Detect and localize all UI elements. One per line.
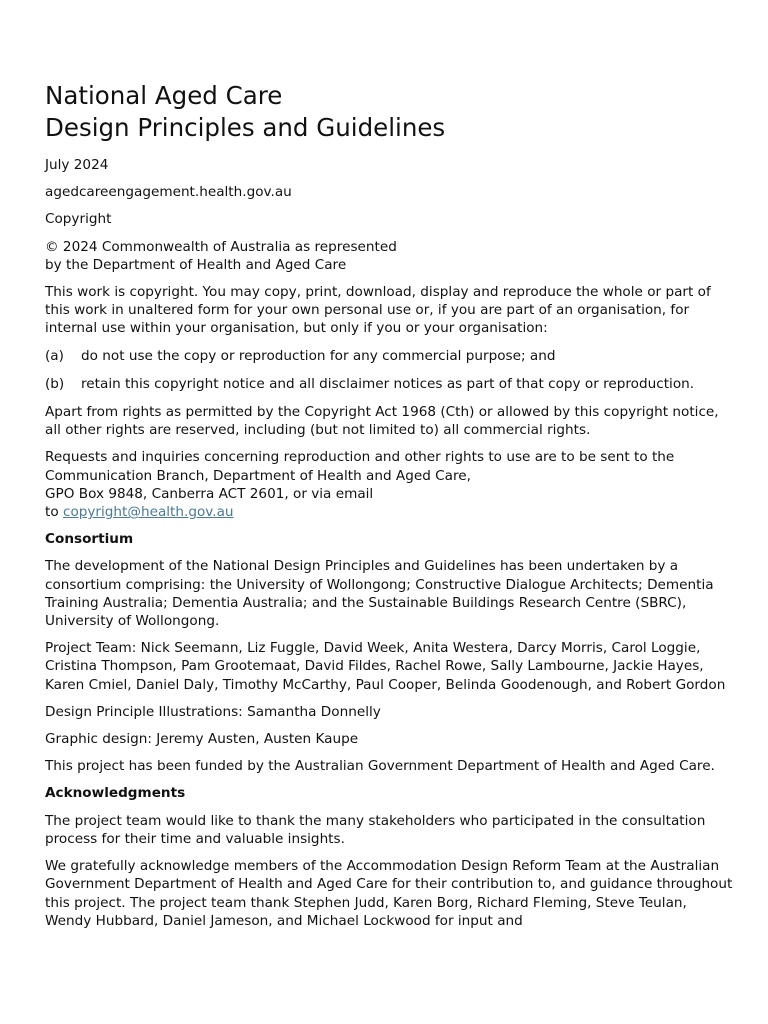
title-line-1: National Aged Care: [45, 81, 283, 110]
graphic-design-credit: Graphic design: Jeremy Austen, Austen Kaupe: [45, 731, 359, 748]
rights-reserved: Apart from rights as permitted by the Copyright Act 1968 (Cth) or allowed by this copyright notice, all other rights are reserved, including (but not limited to) all commercial rights.: [45, 404, 719, 439]
requests-paragraph: [45, 448, 735, 521]
condition-item: [45, 347, 735, 365]
title-line-2: Design Principles and Guidelines: [45, 113, 446, 142]
acknowledgments-heading: Acknowledgments: [45, 785, 186, 802]
condition-text: do not use the copy or reproduction for any commercial purpose; and: [81, 347, 556, 364]
publication-date: July 2024: [45, 157, 109, 173]
acknowledgments-para-2: We gratefully acknowledge members of the Accommodation Design Reform Team at the Australian Government Department of Health and Aged Care for their contribution to, and guidance throughout this project. The project team thank Stephen Judd, Karen Borg, Richard Fleming, Steve Teulan, Wendy Hubbard, Daniel Jameson, and Michael Lockwood for input and: [45, 858, 733, 929]
copyright-holder-line-2: by the Department of Health and Aged Care: [45, 256, 347, 273]
requests-to-prefix: to: [45, 504, 63, 521]
requests-line-4: [45, 503, 735, 521]
condition-item: [45, 375, 735, 393]
consortium-body: The development of the National Design Principles and Guidelines has been undertaken by a consortium comprising: the University of Wollongong; Constructive Dialogue Architects; Dementia Training Australia; Dementia Australia; and the Sustainable Buildings Research Centre (SBRC), University of Wollongong.: [45, 558, 714, 630]
copyright-body: This work is copyright. You may copy, print, download, display and reproduce the whole or part of this work in unaltered form for your own personal use or, if you are part of an organisation, for internal use within your organisation, but only if you or your organisation:: [45, 284, 711, 337]
requests-line-2: Communication Branch, Department of Health and Aged Care,: [45, 467, 471, 484]
condition-marker: (b): [45, 375, 65, 392]
document-title: [45, 80, 445, 144]
consortium-heading: Consortium: [45, 531, 134, 548]
website-text: agedcareengagement.health.gov.au: [45, 184, 292, 201]
condition-marker: (a): [45, 347, 64, 364]
acknowledgments-para-1: The project team would like to thank the many stakeholders who participated in the consultation process for their time and valuable insights.: [45, 812, 706, 847]
copyright-email-link[interactable]: copyright@health.gov.au: [62, 504, 234, 521]
requests-line-3: GPO Box 9848, Canberra ACT 2601, or via email: [45, 485, 374, 502]
project-team: Project Team: Nick Seemann, Liz Fuggle, David Week, Anita Westera, Darcy Morris, Carol Loggie, Cristina Thompson, Pam Grootemaat, David Fildes, Rachel Rowe, Sally Lambourne, Jackie Hayes, Karen Cmiel, Daniel Daly, Timothy McCarthy, Paul Cooper, Belinda Goodenough, and Robert Gordon: [45, 640, 726, 693]
copyright-label: Copyright: [45, 211, 112, 228]
copyright-holder: [45, 238, 735, 274]
condition-text: retain this copyright notice and all disclaimer notices as part of that copy or reproduction.: [81, 375, 695, 392]
funding-statement: This project has been funded by the Australian Government Department of Health and Aged Care.: [45, 758, 715, 775]
copyright-holder-line-1: © 2024 Commonwealth of Australia as represented: [45, 238, 397, 255]
document-body: [45, 156, 735, 939]
requests-line-1: Requests and inquiries concerning reproduction and other rights to use are to be sent to the: [45, 449, 675, 466]
illustrations-credit: Design Principle Illustrations: Samantha Donnelly: [45, 703, 381, 720]
